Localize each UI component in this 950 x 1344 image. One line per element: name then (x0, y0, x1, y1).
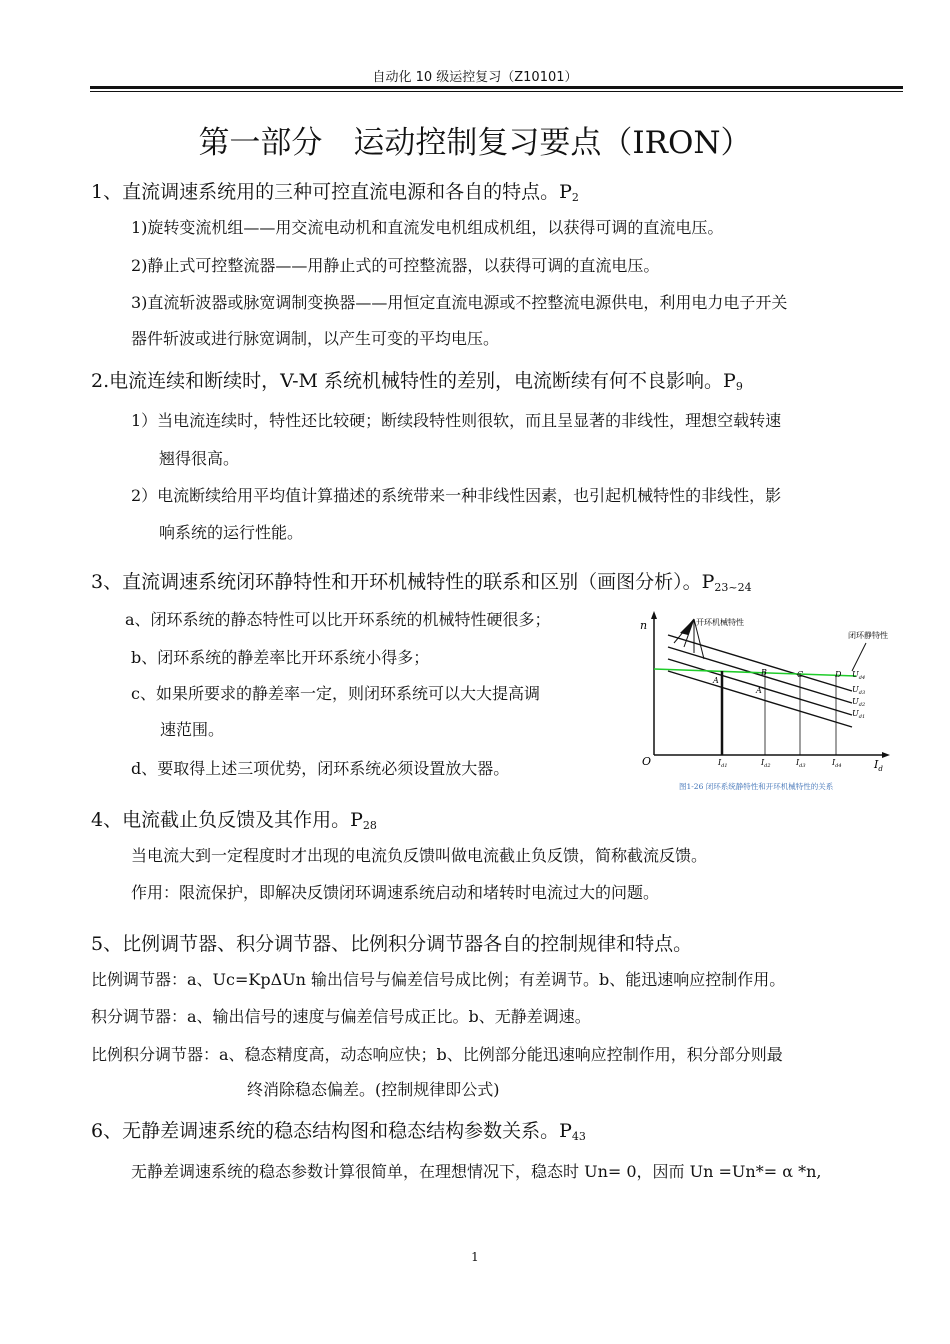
current-tick-id3: $I_{d3}$ (796, 758, 806, 769)
current-tick-id4: $I_{d4}$ (832, 758, 842, 769)
q2-heading: 2.电流连续和断续时，V-M 系统机械特性的差别，电流断续有何不良影响。$P_9$ (91, 370, 743, 393)
point-b-label: B (761, 668, 767, 677)
current-tick-id1: $I_{d1}$ (718, 758, 728, 769)
point-d-label: D (835, 670, 842, 679)
origin-label: O (642, 755, 652, 768)
q1-item: 器件斩波或进行脉宽调制，以产生可变的平均电压。 (131, 329, 500, 348)
q2-item: 翘得很高。 (159, 449, 240, 468)
q3-heading: 3、直流调速系统闭环静特性和开环机械特性的联系和区别（画图分析）。$P_{23\sim 24}$ (91, 571, 752, 594)
q2-item: 响系统的运行性能。 (159, 523, 304, 542)
q3-item: 速范围。 (160, 720, 225, 739)
q1-heading: 1、直流调速系统用的三种可控直流电源和各自的特点。$P_2$ (91, 181, 579, 204)
open-loop-line-ud4 (668, 635, 852, 691)
q5-item: 积分调节器：a、输出信号的速度与偏差信号成正比。b、无静差调速。 (91, 1007, 591, 1026)
q2-item: 1）当电流连续时，特性还比较硬；断续段特性则很软，而且呈显著的非线性，理想空载转速 (131, 411, 782, 430)
x-axis-label: $I_d$ (874, 758, 883, 773)
closed-loop-label: 闭环静特性 (848, 631, 888, 640)
page-number: 1 (471, 1250, 479, 1264)
header-rule-thick (90, 86, 903, 89)
q4-heading: 4、电流截止负反馈及其作用。$P_{28}$ (91, 809, 377, 832)
q6-item: 无静差调速系统的稳态参数计算很简单，在理想情况下，稳态时 Un= 0，因而 Un =Un*= α *n, (131, 1162, 822, 1181)
open-loop-label: 开环机械特性 (696, 618, 744, 627)
q3-item: d、要取得上述三项优势，闭环系统必须设置放大器。 (131, 759, 510, 778)
open-loop-line-ud1 (668, 671, 852, 727)
q5-item: 比例积分调节器：a、稳态精度高，动态响应快；b、比例部分能迅速响应控制作用，积分部分则最 (91, 1045, 783, 1064)
q1-item: 3)直流斩波器或脉宽调制变换器——用恒定直流电源或不控整流电源供电，利用电力电子开关 (131, 293, 788, 312)
q4-item: 作用：限流保护，即解决反馈闭环调速系统启动和堵转时电流过大的问题。 (131, 883, 660, 902)
voltage-label-ud3: $U_{d3}$ (852, 685, 866, 696)
x-axis-arrow (882, 752, 890, 758)
open-loop-arrowhead (680, 619, 694, 635)
voltage-label-ud1: $U_{d1}$ (852, 709, 866, 720)
header-rule-thin (90, 91, 903, 92)
q1-item: 1)旋转变流机组——用交流电动机和直流发电机组成机组，以获得可调的直流电压。 (131, 218, 724, 237)
y-axis-arrow (651, 611, 657, 619)
page-title: 第一部分 运动控制复习要点（IRON） (198, 125, 752, 161)
q3-item: b、闭环系统的静差率比开环系统小得多； (131, 648, 430, 667)
closed-loop-line (654, 669, 856, 676)
voltage-label-ud2: $U_{d2}$ (852, 697, 866, 708)
q1-item: 2)静止式可控整流器——用静止式的可控整流器，以获得可调的直流电压。 (131, 256, 660, 275)
current-tick-id2: $I_{d2}$ (761, 758, 771, 769)
q4-item: 当电流大到一定程度时才出现的电流负反馈叫做电流截止负反馈，简称截流反馈。 (131, 846, 708, 865)
q5-heading: 5、比例调节器、积分调节器、比例积分调节器各自的控制规律和特点。 (91, 933, 693, 955)
q3-item: c、如果所要求的静差率一定，则闭环系统可以大大提高调 (131, 684, 540, 703)
point-a-prime-label: A′ (756, 686, 764, 695)
q2-item: 2）电流断续给用平均值计算描述的系统带来一种非线性因素，也引起机械特性的非线性，影 (131, 486, 782, 505)
q5-item: 终消除稳态偏差。(控制规律即公式) (247, 1080, 500, 1099)
q5-item: 比例调节器：a、Uc=KpΔUn 输出信号与偏差信号成比例；有差调节。b、能迅速响应控制作用。 (91, 970, 786, 989)
point-c-label: C (797, 670, 804, 679)
q3-item: a、闭环系统的静态特性可以比开环系统的机械特性硬很多； (125, 610, 551, 629)
y-axis-label: n (640, 619, 648, 632)
point-a-label: A (713, 676, 719, 685)
static-characteristic-figure (630, 605, 900, 800)
page-header: 自动化 10 级运控复习（Z10101） (372, 70, 578, 85)
closed-loop-pointer (852, 643, 866, 671)
q6-heading: 6、无静差调速系统的稳态结构图和稳态结构参数关系。$P_{43}$ (91, 1120, 586, 1143)
voltage-label-ud4: $U_{d4}$ (852, 670, 866, 681)
figure-caption: 图1-26 闭环系统静特性和开环机械特性的关系 (679, 782, 834, 791)
